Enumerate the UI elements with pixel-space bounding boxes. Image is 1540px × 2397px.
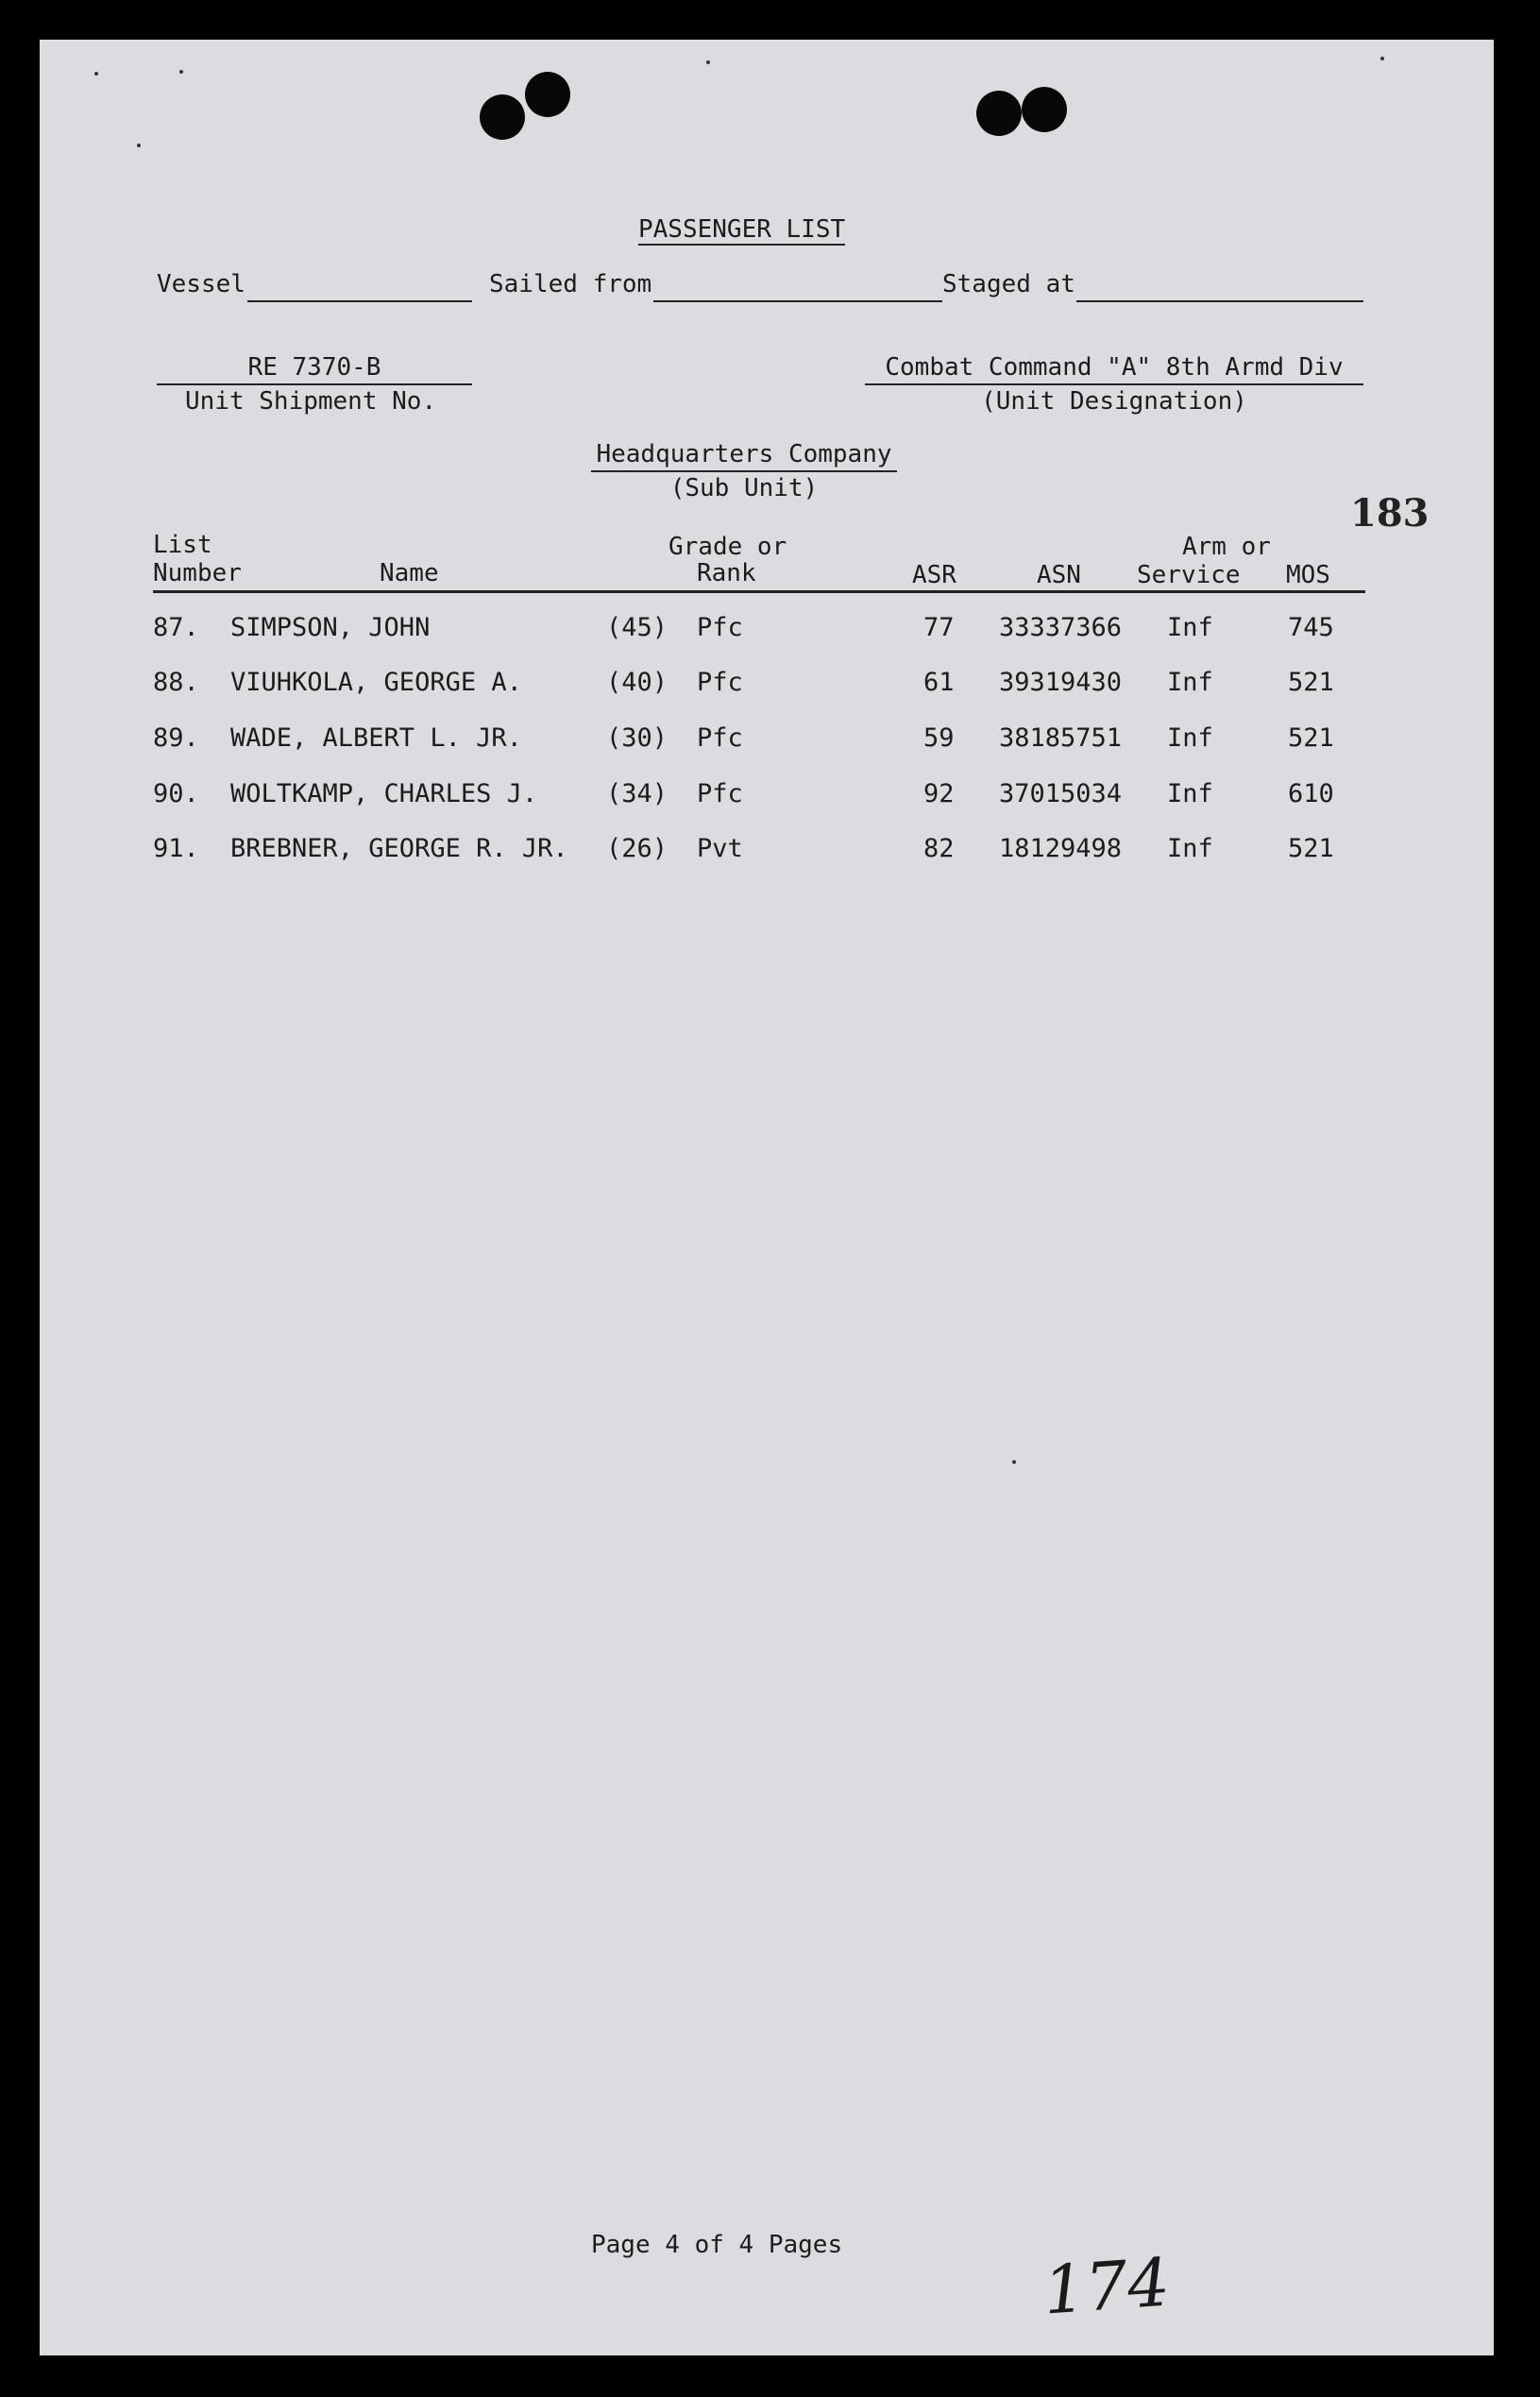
passenger-mos: 745 [1288,613,1334,642]
col-header-number: Number [153,559,242,587]
col-header-asn: ASN [1037,561,1081,589]
unit-shipment-number: RE 7370-B [247,353,381,382]
col-header-arm-or: Arm or [1182,533,1271,561]
passenger-grade: Pfc [697,779,743,808]
list-number: 88. [153,668,199,697]
page-indicator: Page 4 of 4 Pages [591,2231,843,2259]
passenger-age: (45) [606,613,668,642]
passenger-name: BREBNER, GEORGE R. JR. [230,834,568,863]
sub-unit: Headquarters Company [596,440,892,468]
speck [1380,57,1384,60]
passenger-age: (40) [606,668,668,697]
passenger-asn: 33337366 [999,613,1123,642]
passenger-asn: 39319430 [999,668,1123,697]
speck [137,144,141,147]
vessel-blank [247,300,472,302]
passenger-age: (34) [606,779,668,808]
passenger-arm: Inf [1167,668,1213,697]
staged-at-label: Staged at [942,270,1075,298]
passenger-asn: 18129498 [999,834,1123,863]
unit-designation: Combat Command "A" 8th Armd Div [885,353,1344,382]
passenger-name: VIUHKOLA, GEORGE A. [230,668,522,697]
punch-hole-left-b [525,72,570,117]
passenger-asr: 82 [923,834,955,863]
col-header-service: Service [1137,561,1241,589]
stamped-page-number: 183 [1350,491,1430,536]
passenger-grade: Pfc [697,613,743,642]
list-number: 89. [153,723,199,753]
passenger-asr: 77 [923,613,955,642]
col-header-list: List [153,531,212,559]
passenger-mos: 610 [1288,779,1334,808]
passenger-arm: Inf [1167,834,1213,863]
sub-unit-line [591,470,897,472]
passenger-asr: 92 [923,779,955,808]
passenger-mos: 521 [1288,668,1334,697]
passenger-grade: Pfc [697,668,743,697]
passenger-name: SIMPSON, JOHN [230,613,431,642]
punch-hole-left-a [480,94,525,140]
table-row [0,833,1540,871]
list-number: 87. [153,613,199,642]
passenger-asn: 38185751 [999,723,1123,753]
passenger-name: WADE, ALBERT L. JR. [230,723,522,753]
vessel-label: Vessel [157,270,245,298]
list-number: 90. [153,779,199,808]
table-row [0,612,1540,650]
speck [179,70,183,74]
speck [1012,1460,1016,1464]
speck [94,72,98,76]
list-number: 91. [153,834,199,863]
sub-unit-caption: (Sub Unit) [669,474,819,502]
passenger-mos: 521 [1288,834,1334,863]
punch-hole-right-b [1022,87,1067,132]
col-header-grade-or: Grade or [668,533,787,561]
staged-at-blank [1076,300,1363,302]
col-header-rank: Rank [697,559,756,587]
speck [706,60,710,64]
passenger-asr: 61 [923,668,955,697]
unit-shipment-line [157,383,472,385]
passenger-asn: 37015034 [999,779,1123,808]
punch-hole-right-a [976,91,1022,136]
passenger-asr: 59 [923,723,955,753]
col-header-name: Name [380,559,439,587]
table-row [0,722,1540,760]
passenger-arm: Inf [1167,779,1213,808]
col-header-asr: ASR [912,561,956,589]
passenger-name: WOLTKAMP, CHARLES J. [230,779,538,808]
passenger-age: (30) [606,723,668,753]
passenger-arm: Inf [1167,723,1213,753]
unit-designation-caption: (Unit Designation) [981,387,1247,416]
unit-shipment-caption: Unit Shipment No. [185,387,437,416]
passenger-mos: 521 [1288,723,1334,753]
table-row [0,778,1540,816]
header-rule [153,590,1365,593]
sailed-from-blank [653,300,942,302]
passenger-age: (26) [606,834,668,863]
document-title: PASSENGER LIST [638,215,846,244]
col-header-mos: MOS [1286,561,1330,589]
passenger-grade: Pvt [697,834,743,863]
handwritten-number: 174 [1041,2243,1173,2330]
table-row [0,667,1540,705]
sailed-from-label: Sailed from [489,270,652,298]
passenger-arm: Inf [1167,613,1213,642]
unit-designation-line [865,383,1363,385]
passenger-grade: Pfc [697,723,743,753]
